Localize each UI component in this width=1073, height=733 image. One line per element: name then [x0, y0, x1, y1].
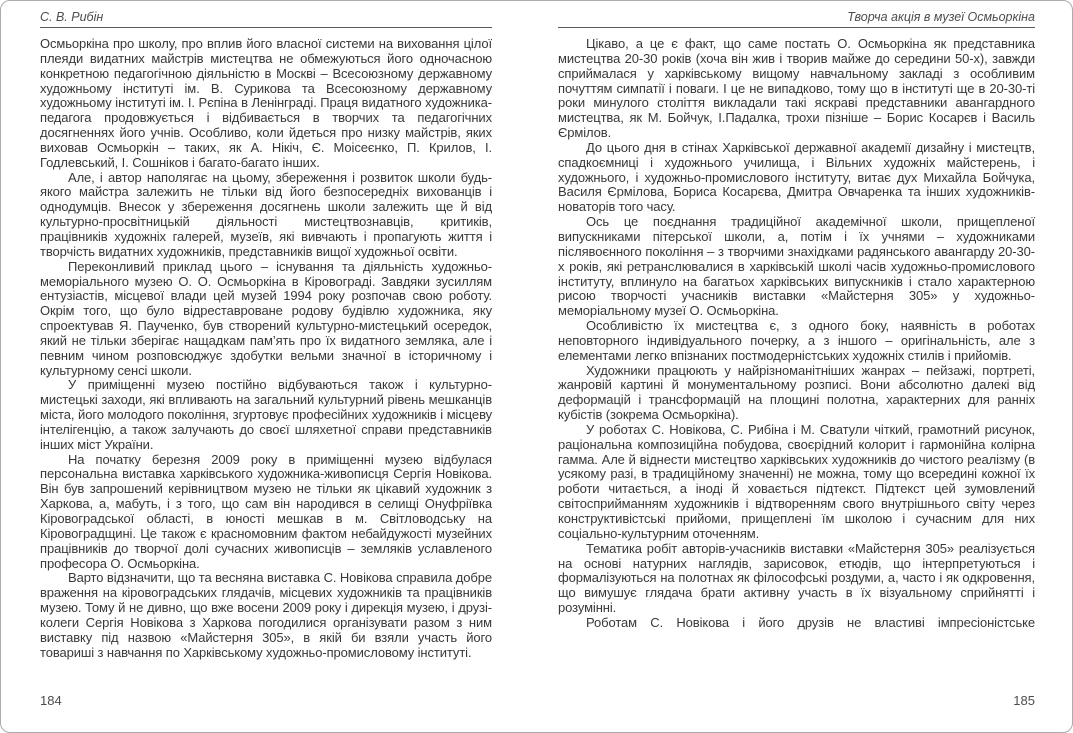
- left-header-rule: [40, 27, 492, 28]
- right-page-text: [558, 37, 1035, 631]
- paragraph: У приміщенні музею постійно відбуваються також і культурно-мистецькі заходи, які впливають на загальний культурний рівень мешканців міста, його молодого покоління, згуртовує професійних художників і місцеву інтелігенцію, а також залучають до своєї шляхетної справи представників інших міст України.: [40, 377, 492, 452]
- left-page-number: 184: [40, 693, 62, 708]
- paragraph: Але, і автор наполягає на цьому, збереження і розвиток школи будь-якого майстра залежить не тільки від його безпосередніх вихованців і однодумців. Внесок у збереження досягнень школи залежить ще й від культурно-просвітницькій діяльності мистецтвознавців, критиків, працівників художніх галерей, музеїв, які вивчають і пропагують життя і творчість видатних художників, представників вищої художньої освіти.: [40, 169, 492, 259]
- left-running-header: С. В. Рибін: [40, 10, 104, 24]
- paragraph: У роботах С. Новікова, С. Рибіна і М. Сватули чіткий, грамотний рисунок, раціональна композиційна побудова, своєрідний колорит і гармонійна колірна гамма. Але й віднести мистецтво харківських художників до чистого реалізму (в усякому разі, в традиційному значенні) не можна, тому що всередині кожної їх роботи читається, а іноді й ховається підтекст. Підтекст цей зумовлений світосприйманням художників і відтворенням свого внутрішнього світу через конструктивістські прийоми, прищеплені їм школою і сучасним для них соціально-культурним оточенням.: [558, 421, 1035, 541]
- paragraph: Варто відзначити, що та весняна виставка С. Новікова справила добре враження на кіровоградських глядачів, місцевих художників та працівників музею. Тому й не дивно, що вже восени 2009 року і дирекція музею, і друзі-колеги Сергія Новікова з Харкова погодилися організувати разом з ним виставку під назвою «Майстерня 305», в якій би взяли участь його товариші з навчання по Харківському художньо-промисловому інституті.: [40, 570, 492, 660]
- paragraph: Переконливий приклад цього – існування та діяльність художньо-меморіального музею О. О. Осмьоркіна в Кіровограді. Завдяки зусиллям ентузіастів, місцевої влади цей музей 1994 року розпочав свою роботу. Окрім того, що було відреставроване родову будівлю художника, яку спроектував Я. Паученко, був створений культурно-мистецький осередок, який не тільки зберігає нащадкам пам’ять про їх видатного земляка, але і певним чином розповсюджує здобутки вельми значної в історичному і культурному сенсі школи.: [40, 258, 492, 378]
- paragraph: Тематика робіт авторів-учасників виставки «Майстерня 305» реалізується на основі натурних наглядів, зарисовок, етюдів, що інтерпретуються і формалізуються на полотнах як філософські роздуми, а, часто і як одкровення, що вимушує глядача брати активну участь в їх візуальному сприйнятті і розумінні.: [558, 540, 1035, 616]
- right-page-number: 185: [1013, 693, 1035, 708]
- left-page: [40, 0, 492, 733]
- right-header-rule: [558, 27, 1035, 28]
- paragraph: До цього дня в стінах Харківської державної академії дизайну і мистецтв, спадкоємниці і художнього училища, і Вільних художніх майстерень, і художнього, і художньо-промислового інституту, витає дух Михайла Бойчука, Василя Єрмілова, Бориса Косарєва, Дмитра Овчаренка та інших художників-новаторів того часу.: [558, 139, 1035, 215]
- paragraph: Ось це поєднання традиційної академічної школи, прищепленої випускниками пітерської школи, а, потім і їх учнями – художниками післявоєнного покоління – з творчими знахідками радянського авангарду 20-30-х років, які ретранслювалися в харківській школі часів художньо-промислового інституту, вплинуло на багатьох харківських випускників і стало характерною рисою творчості учасників виставки «Майстерня 305» у художньо-меморіальному музеї О. Осмьоркіна.: [558, 214, 1035, 319]
- paragraph: Осмьоркіна про школу, про вплив його власної системи на виховання цілої плеяди видатних майстрів мистецтва не обмежуються його одночасною конкретною педагогічною діяльністю в Москві – Всесоюзному державному художньому інституті ім. В. Сурикова та Всесоюзному державному художньому інституті ім. І. Рєпіна в Ленінграді. Праця видатного художника-педагога продовжується і відбивається в творчих та педагогічних досягненнях його учнів. Особливо, коли йдеться про низку майстрів, яких виховав Осмьоркін – таких, як А. Нікіч, Є. Моісеєнко, П. Крилов, І. Годлевський, І. Сошніков і багато-багато інших.: [40, 36, 492, 170]
- right-running-header: Творча акція в музеї Осмьоркіна: [847, 10, 1035, 24]
- paragraph: Художники працюють у найрізноманітніших жанрах – пейзажі, портреті, жанровій картині й монументальному розписі. Вони абсолютно далекі від деформацій і трансформацій на площині полотна, характерних для ранніх кубістів (зокрема Осмьоркіна).: [558, 362, 1035, 423]
- paragraph: Особливістю їх мистецтва є, з одного боку, наявність в роботах неповторного індивідуального почерку, а з іншого – оригінальність, але з елементами легко впізнаних постмодерністських художніх стилів і прийомів.: [558, 318, 1035, 363]
- right-page: [558, 0, 1035, 733]
- paragraph: Цікаво, а це є факт, що саме постать О. Осмьоркіна як представника мистецтва 20-30 років (хоча він жив і творив майже до середини 50-х), завжди сприймалася у харківському вищому навчальному закладі з особливим почуттям симпатії і поваги. І це не випадково, тому що в інституті ще в 20-30-ті роки минулого століття викладали такі яскраві представники авангардного мистецтва, як М. Бойчук, І.Падалка, трохи пізніше – Борис Косарєв і Василь Єрмілов.: [558, 36, 1035, 141]
- paragraph: На початку березня 2009 року в приміщенні музею відбулася персональна виставка харківського художника-живописця Сергія Новікова. Він був запрошений керівництвом музею не тільки як цікавий художник з Харкова, а, мабуть, і з того, що сам він народився в селищі Онуфріївка Кіровоградської області, в юності мешкав в м. Світловодську на Кіровоградщині. Це також є красномовним фактом небайдужості музейних працівників до творчої долі сучасних живописців – земляків уславленого професора О. Осмьоркіна.: [40, 451, 492, 571]
- left-page-text: [40, 37, 492, 660]
- paragraph: Роботам С. Новікова і його друзів не властиві імпресіоністське: [586, 614, 1035, 630]
